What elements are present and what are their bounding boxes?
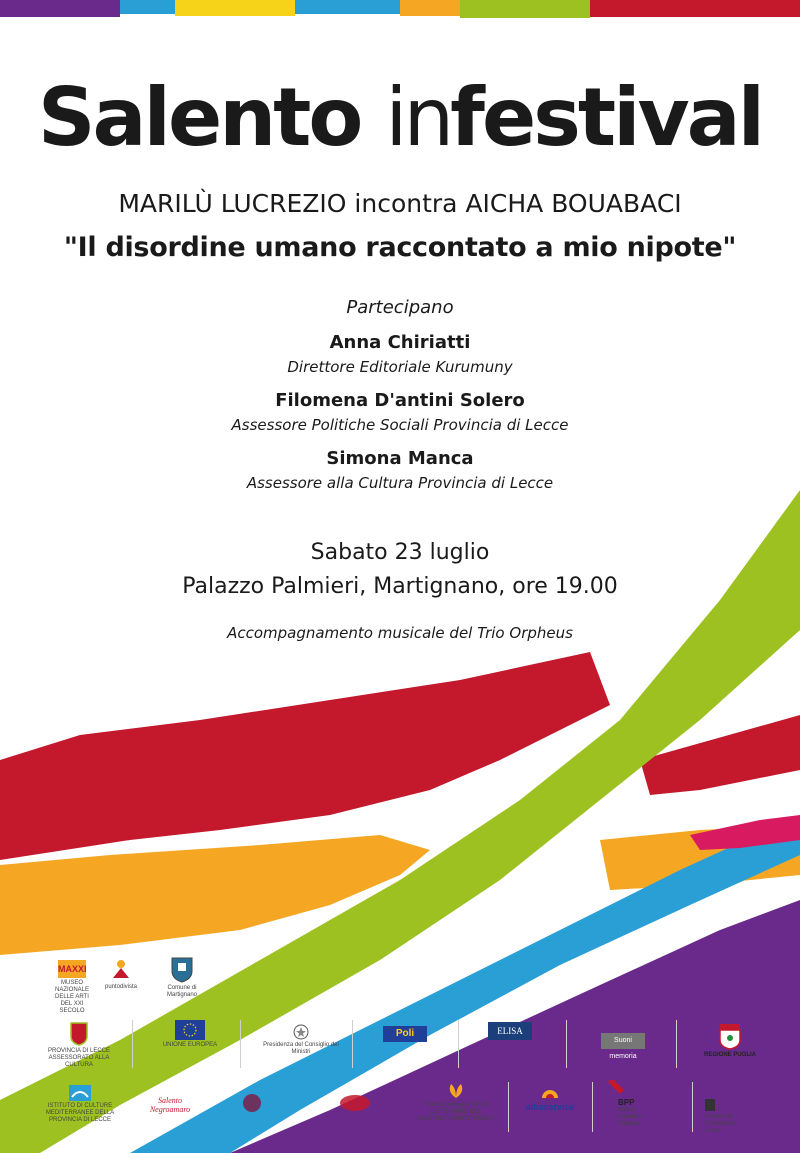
- participant-name-2: Filomena D'antini Solero: [275, 390, 525, 411]
- salento-negroamaro-logo-mark: Salento Negroamaro: [149, 1096, 191, 1114]
- top-stripe-blue-2: [295, 0, 400, 14]
- albaservice-sun-icon: [540, 1084, 560, 1100]
- sponsor-suoni-memoria: [595, 1033, 651, 1060]
- regione-puglia-label: REGIONE PUGLIA: [703, 1052, 756, 1058]
- top-stripe-purple: [0, 0, 120, 17]
- sponsor-divider: [692, 1082, 693, 1132]
- sponsor-bpp: [606, 1080, 676, 1128]
- sponsor-comune-martignano: [152, 955, 212, 999]
- event-date: Sabato 23 luglio: [310, 540, 490, 565]
- sponsor-divider: [508, 1082, 509, 1132]
- bpp-logo-text: BPP: [618, 1098, 635, 1107]
- sponsor-poli: [375, 1026, 435, 1044]
- sponsor-logo-b: [330, 1094, 380, 1114]
- participant-name-3: Simona Manca: [326, 448, 474, 469]
- sponsor-albaservice: [520, 1084, 580, 1114]
- sponsor-regione-puglia: [700, 1022, 760, 1059]
- suoni-memoria-logo-mark: Suoni memoria: [601, 1033, 645, 1049]
- top-stripe-orange: [400, 0, 460, 16]
- albaservice-logo-text: albaservice: [525, 1102, 575, 1112]
- sponsor-divider: [240, 1020, 241, 1068]
- event-music: Accompagnamento musicale del Trio Orpheus: [227, 624, 573, 642]
- festival-title: [0, 70, 800, 166]
- event-subtitle: MARILÙ LUCREZIO incontra AICHA BOUABACI: [118, 189, 682, 218]
- sponsor-camera-commercio: [705, 1096, 765, 1135]
- top-stripe-red: [590, 0, 800, 17]
- puntodivista-label: puntodivista: [104, 984, 138, 990]
- camera-commercio-label: Camera di Commercio Lecce: [705, 1114, 736, 1134]
- festival-title-part2: in: [385, 71, 451, 164]
- sponsor-provincia-lecce: [44, 1022, 114, 1069]
- republic-emblem-icon: [293, 1024, 309, 1040]
- participant-role-1: Direttore Editoriale Kurumuny: [287, 358, 513, 376]
- sponsor-salento-negroamaro: [140, 1096, 200, 1116]
- parco-letterario-label: I Parchi Letterari PARCO LETTERARIO DEL SALENTO "QUINTO ENNIO": [417, 1102, 495, 1122]
- istituto-culture-label: ISTITUTO DI CULTURE MEDITERRANEE DELLA PROVINCIA DI LECCE: [45, 1103, 115, 1123]
- elisa-logo-mark: ELISA: [488, 1022, 532, 1040]
- istituto-logo-icon: [69, 1085, 91, 1101]
- sponsor-a-logo-icon: [241, 1092, 263, 1114]
- event-place: Palazzo Palmieri, Martignano, ore 19.00: [182, 574, 618, 599]
- sponsor-divider: [132, 1020, 133, 1068]
- sponsor-divider: [352, 1020, 353, 1068]
- sponsor-unione-europea: [150, 1020, 230, 1049]
- eu-flag-icon: [175, 1020, 205, 1040]
- bpp-logo-icon: [606, 1080, 632, 1096]
- provincia-crest-icon: [70, 1022, 88, 1046]
- sponsor-logo-a: [232, 1092, 272, 1116]
- top-stripe-yellow: [175, 0, 295, 16]
- sponsor-divider: [458, 1020, 459, 1068]
- sponsor-maxxi: [52, 960, 92, 1015]
- comune-martignano-label: Comune di Martignano: [166, 985, 198, 998]
- sponsor-divider: [566, 1020, 567, 1068]
- puntodivista-logo-icon: [109, 958, 133, 982]
- sponsor-b-logo-icon: [338, 1094, 372, 1112]
- participant-role-3: Assessore alla Cultura Provincia di Lecce: [246, 474, 554, 492]
- participant-name-1: Anna Chiriatti: [329, 332, 471, 353]
- participant-role-2: Assessore Politiche Sociali Provincia di Lecce: [231, 416, 569, 434]
- camera-commercio-icon: [705, 1099, 715, 1111]
- parco-letterario-leaf-icon: [443, 1080, 469, 1100]
- bpp-label: Banca Popolare Pugliese: [618, 1107, 643, 1127]
- top-stripe-green: [460, 0, 590, 18]
- poli-logo-mark: Poli: [383, 1026, 427, 1042]
- festival-title-part3: festival: [450, 71, 763, 164]
- presidenza-label: Presidenza del Consiglio dei Ministri: [263, 1042, 339, 1055]
- comune-crest-icon: [169, 955, 195, 983]
- sponsor-divider: [676, 1020, 677, 1068]
- sponsor-istituto-culture: [40, 1085, 120, 1124]
- maxxi-logo-mark: MAXXI: [58, 960, 86, 978]
- sponsor-divider: [592, 1082, 593, 1132]
- sponsor-elisa: [480, 1022, 540, 1042]
- participants-label: Partecipano: [346, 297, 454, 318]
- regione-puglia-crest-icon: [718, 1022, 742, 1050]
- sponsor-presidenza: [256, 1024, 346, 1056]
- top-stripe-blue: [120, 0, 175, 14]
- festival-title-part1: Salento: [37, 71, 386, 164]
- unione-europea-label: UNIONE EUROPEA: [162, 1042, 218, 1048]
- maxxi-label: MUSEO NAZIONALE DELLE ARTI DEL XXI SECOLO: [54, 980, 89, 1014]
- provincia-lecce-label: PROVINCIA DI LECCE ASSESSORATO ALLA CULTURA: [47, 1048, 110, 1068]
- sponsor-puntodivista: [98, 958, 144, 991]
- event-title: "Il disordine umano raccontato a mio nipote": [63, 232, 737, 263]
- sponsor-parco-letterario: [416, 1080, 496, 1123]
